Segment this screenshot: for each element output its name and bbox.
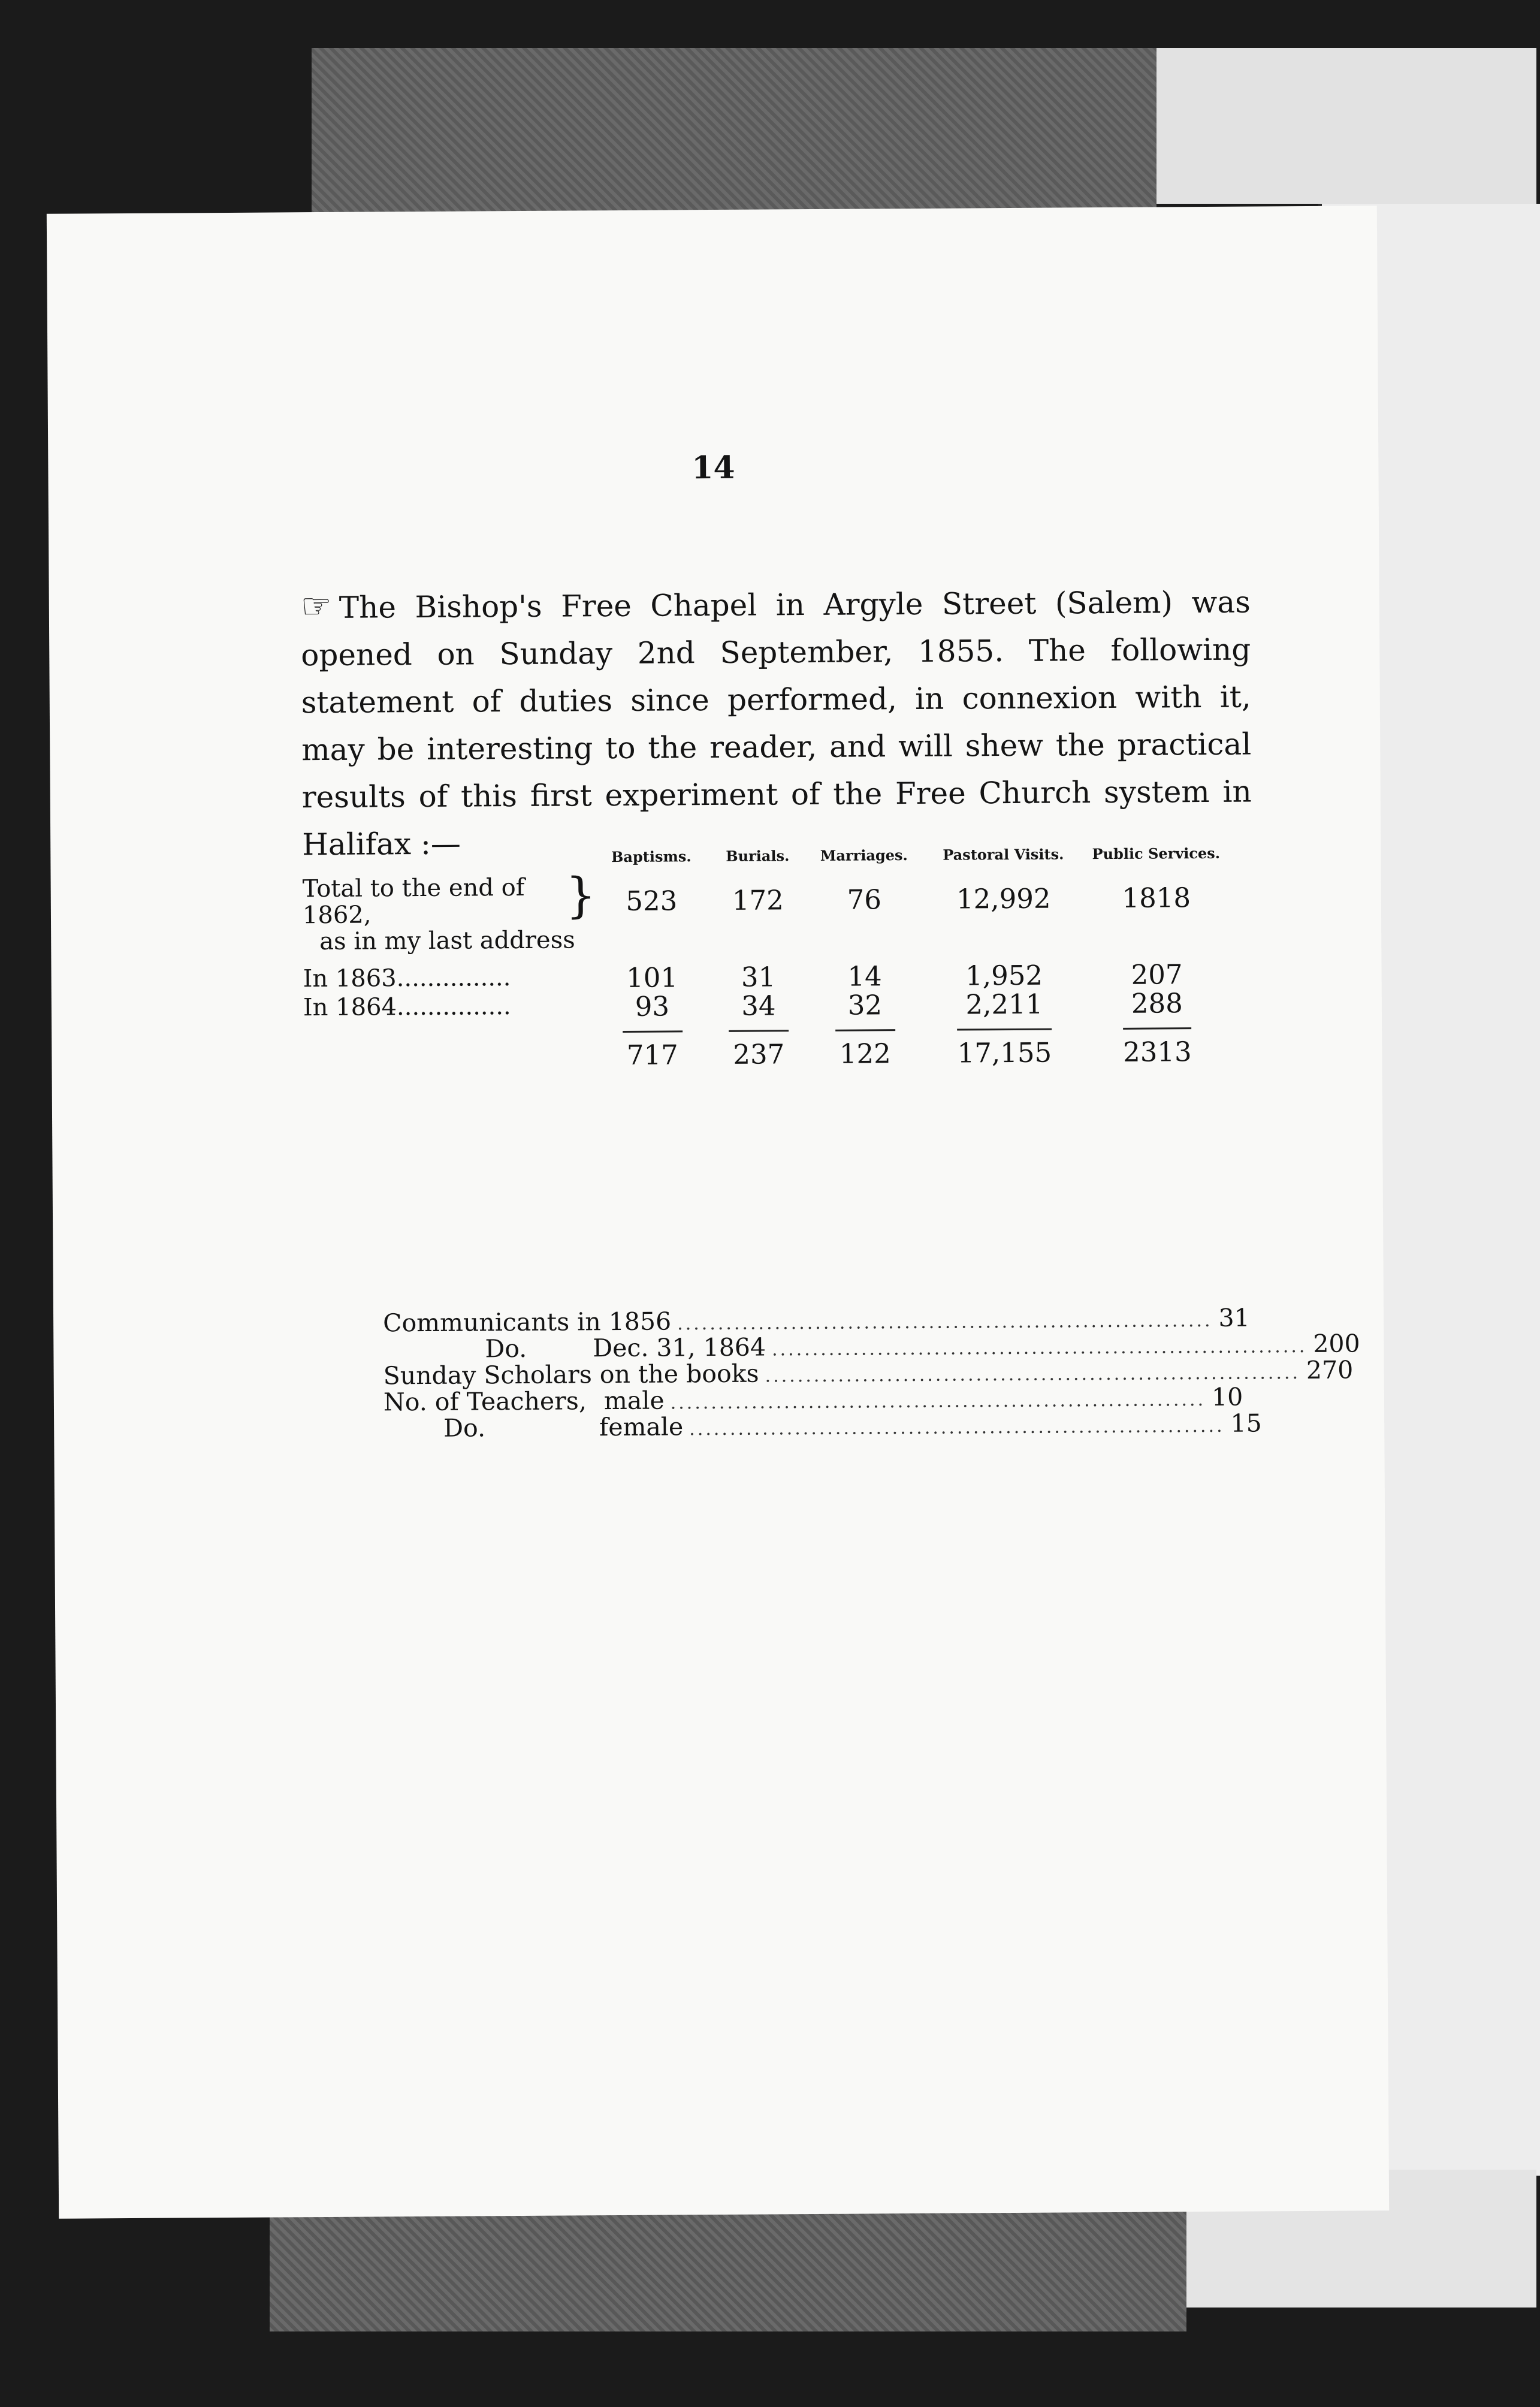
summary-list	[382, 1303, 1360, 1443]
cell-burials: 172	[732, 884, 784, 916]
summary-row-communicants-1864	[383, 1329, 1360, 1364]
header-burials: Burials.	[726, 847, 790, 865]
summary-value: 270	[1306, 1355, 1354, 1385]
summary-label-ditto: Do.	[443, 1413, 486, 1443]
cell-baptisms: 93	[635, 990, 670, 1022]
header-public-services: Public Services.	[1092, 844, 1221, 863]
cell-marriages: 76	[847, 883, 882, 916]
totals-row	[303, 1019, 1226, 1072]
cell-burials: 34	[741, 990, 776, 1022]
leader-dots: ..................................................................	[677, 1310, 1213, 1335]
cell-public-services: 288	[1131, 987, 1183, 1019]
total-public-services-value: 2313	[1123, 1027, 1192, 1067]
total-public-services	[1088, 1019, 1226, 1067]
pointing-hand-icon: ☞	[300, 585, 333, 627]
row-label-1863: In 1863...............	[303, 964, 511, 993]
total-burials	[708, 1021, 810, 1069]
document-page	[47, 206, 1389, 2218]
cell-public-services: 1818	[1122, 882, 1191, 914]
adjacent-sheet-top	[1156, 48, 1536, 204]
row-label-line2: as in my last address	[319, 926, 575, 956]
brace-glyph: }	[565, 867, 597, 924]
totals-label-blank	[303, 1022, 597, 1072]
cell-baptisms: 523	[626, 885, 678, 917]
duties-table	[302, 845, 1226, 1072]
page-number: 14	[692, 449, 735, 487]
summary-value: 10	[1211, 1382, 1243, 1411]
summary-value: 15	[1230, 1408, 1262, 1438]
summary-label-male: male	[603, 1386, 665, 1416]
row-label-1864: In 1864...............	[303, 993, 511, 1022]
summary-row-communicants-1856	[382, 1303, 1250, 1338]
total-baptisms-value: 717	[623, 1030, 683, 1070]
total-pastoral-visits-value: 17,155	[957, 1028, 1052, 1068]
summary-row-sunday-scholars	[383, 1355, 1354, 1390]
leader-dots: ..................................................................	[689, 1415, 1225, 1440]
paragraph-text: The Bishop's Free Chapel in Argyle Street (Salem) was opened on Sunday 2nd September, 1855. The following statement of duties since performed, in connexion with it, may be interesting to the reader, and will shew the practical results of this first experiment of the Free Church system in Halifax :—	[301, 584, 1252, 862]
table-row	[303, 870, 1226, 955]
summary-value: 31	[1218, 1303, 1250, 1332]
summary-label	[384, 1412, 683, 1443]
summary-label: Communicants in 1856	[382, 1307, 672, 1338]
summary-label-teachers: No. of Teachers,	[383, 1386, 587, 1417]
total-pastoral-visits	[920, 1019, 1088, 1068]
cell-marriages: 32	[847, 989, 883, 1021]
header-blank	[302, 849, 596, 876]
leader-dots: ..................................................................	[765, 1362, 1301, 1387]
total-baptisms	[597, 1022, 708, 1070]
header-baptisms: Baptisms.	[611, 847, 692, 866]
header-pastoral-visits: Pastoral Visits.	[943, 845, 1064, 864]
summary-row-teachers-female	[384, 1408, 1262, 1443]
total-burials-value: 237	[729, 1030, 789, 1069]
cell-pastoral-visits: 2,211	[965, 988, 1043, 1021]
summary-value: 200	[1313, 1329, 1360, 1358]
total-marriages-value: 122	[835, 1029, 895, 1069]
cell-pastoral-visits: 12,992	[956, 882, 1051, 915]
leader-dots: ..................................................................	[670, 1389, 1206, 1414]
summary-label-ditto: Do.	[485, 1334, 527, 1364]
row-label-line1: Total to the end of 1862,	[302, 873, 525, 930]
table-row	[303, 949, 1225, 994]
cell-marriages: 14	[847, 960, 882, 993]
body-paragraph	[301, 577, 1252, 869]
cell-public-services: 207	[1131, 958, 1183, 991]
cell-baptisms: 101	[626, 961, 678, 994]
header-marriages: Marriages.	[820, 846, 908, 864]
row-label-total-1862	[302, 867, 597, 956]
leader-dots: ..................................................................	[771, 1335, 1308, 1361]
cell-burials: 31	[741, 961, 776, 993]
summary-label-date: Dec. 31, 1864	[593, 1332, 766, 1363]
summary-label-female: female	[599, 1412, 684, 1442]
summary-label: Sunday Scholars on the books	[383, 1359, 759, 1390]
cell-pastoral-visits: 1,952	[965, 959, 1043, 992]
total-marriages	[810, 1021, 920, 1069]
summary-label	[384, 1386, 665, 1417]
summary-row-teachers-male	[383, 1382, 1243, 1417]
